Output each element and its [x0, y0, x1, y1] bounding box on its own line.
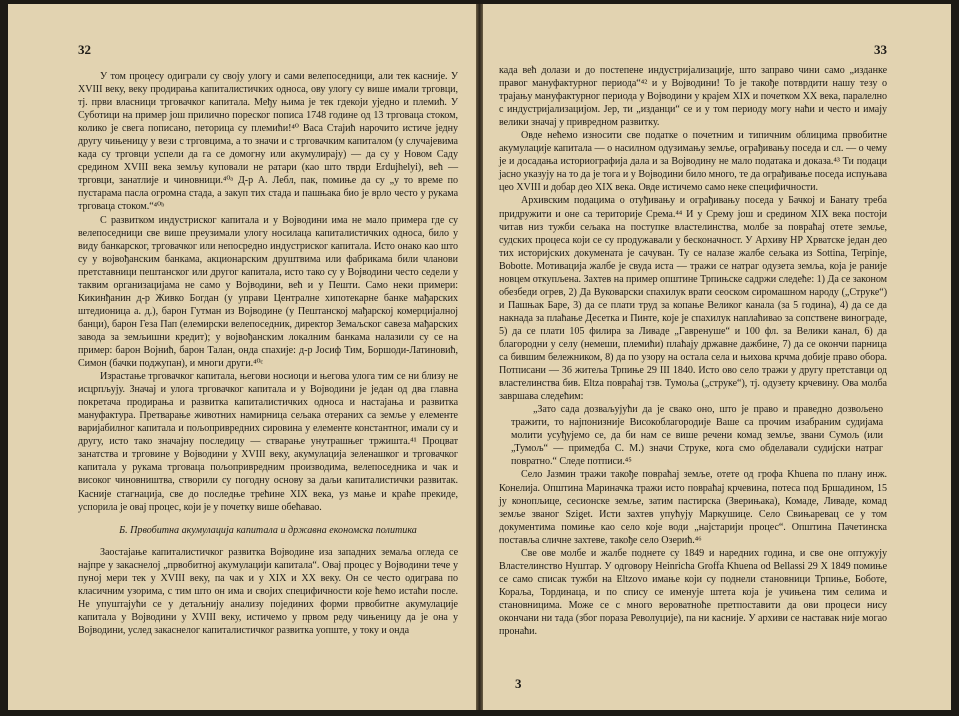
paragraph: када већ долази и до постепене индустријализације, што заправо чини само „изданке правог мануфактурног периода“⁴² и у Војводини! То је такође потврдити нашу тезу о трајању мануфактурног периода у Војводини у крајем XIX и почетком XX века, паралелно с индустријализацијом. Јер, ти „изданци“ се и у том периоду могу наћи и често и имају велики значај у привредном развитку. — [499, 65, 887, 129]
book-gutter — [476, 4, 483, 710]
paragraph: Архивским подацима о отуђивању и ограђивању поседа у Бачкој и Банату треба придружити и оне са територије Срема.⁴⁴ И у Срему још и средином XIX века постоји читав низ тужби сељака на поступке властелинства, молбе за повраћај отете земље, судских процеса који се су продужавали у бесконачност. У Архиву НР Хрватске један део тих историјских докумената је сачуван. Ту се налазе жалбе сељака из Sottina, Terpinje, Bobotte. Мотивација жалбе је свуда иста — тражи се натраг одузета земља, која је раније новцем откупљена. Захтев на пример општине Трпињске садржи следеће: 1) Да се законом обезбеди огрев, 2) Да Вуковарски спахилук врати сеоском сиромашном народу („Струке“) и Пашњак Баре, 3) да се плати труд за копање Великог канала (за 5 година), 4) да се да накнада за плаћање Десетка и Пинте, које је спахилук наплаћивао за сопствене винограде, 5) да се плати 105 филира за Ливаде „Гавренуше“ и 100 фл. за Велики канал, 6) да благородни у селу (немеши, племићи) плаћају државне дажбине, 7) да се окончи парница са бившим бележником, 8) да по узору на остала села и њихова крчма добије право обора. Потписани — 36 житеља Трпиње 29 III 1840. Исто ово село тражи у другу претставци од властелинства бив. Eltza повраћај тзв. Тумоља („струке“), тј. одузету крчевину. Ова молба завршава следећим: — [499, 195, 887, 403]
left-page-body — [78, 70, 458, 637]
paragraph: Све ове молбе и жалбе поднете су 1849 и наредних година, и све оне оптужују Властелинство Нуштар. У одговору Heinricha Groffa Khuena od Bellassi 29 X 1849 помиње се само списак тужби на Eltzovo имање који су поднели становници Трпиње, Боботе, Кораља, Тординаца, и по спису се именује штета која је учињена тим селима и становницима. Може се с много вероватноће претпоставити да ови процеси нису окончани ни тада (због пораза Револуције), па ни касније. У архиви се наставак није могао пронаћи. — [499, 547, 887, 638]
paragraph: С развитком индустриског капитала и у Војводини има не мало примера где су велепоседници све више преузимали улогу носилаца капиталистичких односа, било у виду банкарског, трговачког или непосредно индустриског капитала. Исто онако као што су у војвођанским банкама, акционарским друштвима или фабрикама били чланови претставници пештанског или другог капитала, исто тако су у Војводини често седели у таквим организацијама не само у Војводини, већ и у Пешти. Само неки примери: Кикинђанин д-р Живко Богдан (у управи Централне хипотекарне банке мађарских штедионица а. д.), барон Гутман из Војводине (у Пештанској мађарској комерцијалној банци), барон Геза Пап (елемирски велепоседник, директор Земаљског савеза мађарских завода за земљишни кредит); у војвођанским локалним банкама налазили су се на пример: барон Војнић, барон Талан, онда спахије: д-р Јосиф Тим, Боршоди-Латиновић, Симон (бачки поджупан), и многи други.⁴⁰ᶜ — [78, 214, 458, 370]
page-number-left: 32 — [78, 42, 91, 57]
right-page — [483, 4, 951, 710]
section-heading: Б. Првобитна акумулација капитала и државна економска политика — [119, 524, 417, 536]
paragraph: Село Јазмин тражи такође повраћај земље, отете од грофа Khuena по плану инж. Конелија. Општина Мариначка тражи исто повраћај крчевина, потеса под Бршадином, 15 ју конопљице, сесионске земље, затим пастирска (Зверињака), Комаде, Ливаде, комад земље званог Sziget. Исти захтев упућују Маркушице. Село Свињаревац се у том документима помиње као село које води „најстарији процес“. Општина Пачетинска поставља сличне захтеве, такође село Озерић.⁴⁶ — [499, 469, 887, 546]
paragraph: Заостајање капиталистичког развитка Војводине иза западних земаља огледа се најпре у закаснелој „првобитној акумулацији капитала“. Овај процес у Војводини тече у пуној мери тек у XVIII веку, па чак и у XIX и XX веку. Он се често одиграва по класичним узорима, с тим што он има и својих специфичности које ћемо истаћи после. Не упуштајући се у детаљнију анализу појединих форми првобитне акумулације капитала у Војводини у XVIII веку, истичемо у првом реду чињеницу да је она у Војводини, услед закаснелог капиталистичког развитка уопште, у току и онда — [78, 546, 458, 636]
paragraph: Израстање трговачког капитала, његови носиоци и његова улога тим се ни близу не исцрпљују. Значај и улога трговачког капитала и у Војводини је један од два главна покретача продирања и развитка капиталистичких односа и настајања и развитка мануфактура. Претварање животних намирница сељака отераних са земље у елементе варијабилног капитала и пољопривредних сировина у елементе константног, имали су и другу, исто тако значајну последицу — стварање унутрашњег тржишта.⁴¹ Процват занатства и трговине у Војводини у XVIII веку, акумулација зеленашког и трговачког капитала у рукама трговаца пољопривредним производима, велепоседника и чак и високог чиновништва, створили су погодну основу за даљи капиталистички развитак. Касније стагнација, све до последње трећине XIX века, уз мање и краће прекиде, успорила је овај процес, који је у почетку више обећавао. — [78, 371, 458, 513]
block-quote: „Зато сада дозваљујући да је свако оно, што је право и праведно дозвољено тражити, то најпонизније Високоблагородије Ваше са прочим изабраним судијама молити усуђујемо се, да би нам се више речени комад земље, звани Сумољ (или „Тумољ“ — примедба С. М.) значи Струке, кога смо обделавали судијски натраг повратно.“ Следе потписи.⁴⁵ — [511, 404, 883, 468]
page-number-right: 33 — [874, 42, 887, 57]
paragraph: У том процесу одиграли су своју улогу и сами велепоседници, али тек касније. У XVIII веку, веку продирања капиталистичких односа, ову улогу су више имали трговци, тј. први власници трговачког капитала. Међу њима је тек гдекоји уједно и племић. У Суботици на пример још прилично пореског пописа 1748 године од 13 трговаца стоком, колико је свега пописано, петорица су племићи!⁴⁰ Васа Стајић нарочито истиче једну другу чињеницу у вези с трговцима, а то значи и с трговачким капиталом (у случајевима када су трговци успели да га се домогну или акумулирају) — да су у Новом Саду средином XVIII века земљу куповали не ратари (као што тврди Erdujhelyi), већ — трговци, занатлије и чиновници.⁴⁰ᵃ Д-р А. Лебл, пак, помиње да су „у то време по пустарама пасла огромна стада, а закуп тих стада и пашњака био је врло често у рукама трговаца стоком.“⁴⁰ᵇ — [78, 71, 458, 213]
right-page-body — [499, 64, 887, 638]
signature-mark: 3 — [515, 676, 522, 691]
paragraph: Овде нећемо износити све податке о почетним и типичним облицима првобитне акумулације капитала — о насилном одузимању земље, ограђивању поседа и сл. — о чему је и досадања историографија дала и за Војводину не мало података и доказа.⁴³ Ти подаци јасно указују на то да је тога и у Војводини било много, те да ограђивање поседа испуњава цео XVIII и добар део XIX века. Овде истичемо само неке специфичности. — [499, 130, 887, 194]
left-page — [8, 4, 476, 710]
